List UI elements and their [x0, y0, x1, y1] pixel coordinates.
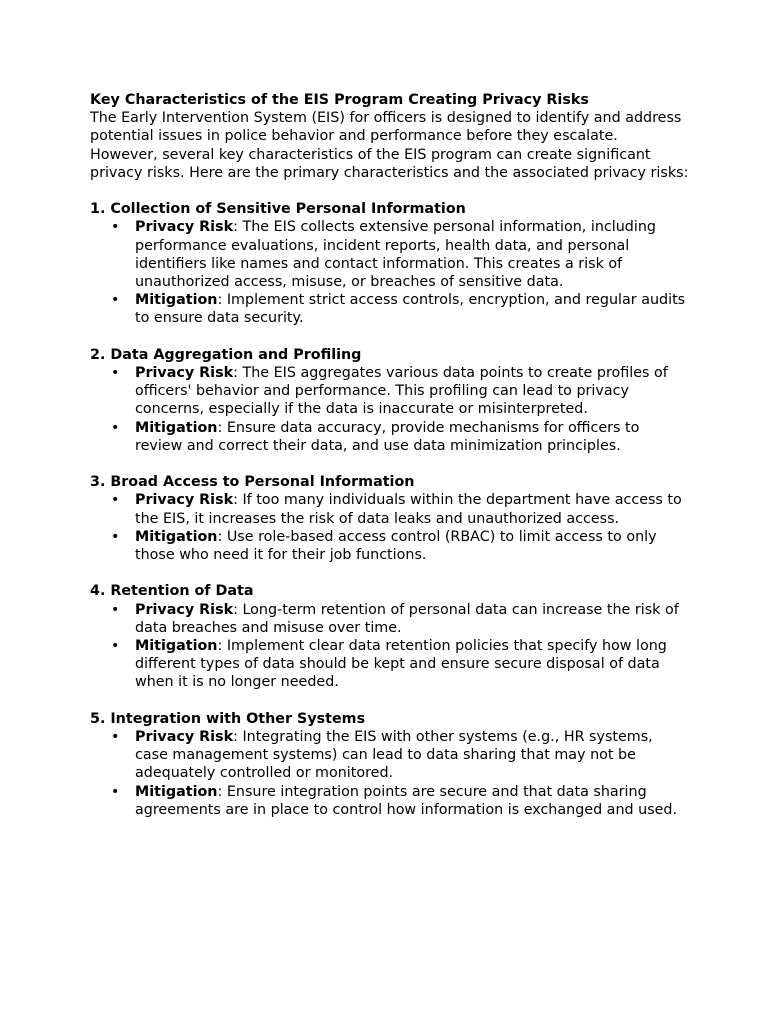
bullet-icon: • [111, 492, 120, 509]
bullet-list [90, 601, 690, 692]
item-term: Mitigation [135, 419, 218, 436]
section-heading: 4. Retention of Data [90, 583, 254, 600]
item-term: Privacy Risk [135, 729, 234, 746]
item-text: : The EIS collects extensive personal information, including performance evaluations, incident reports, health data, and personal identifiers like names and contact information. This creates a risk of unauthorized access, misuse, or breaches of sensitive data. [135, 219, 656, 291]
item-text: : Integrating the EIS with other systems (e.g., HR systems, case management systems) can lead to data sharing that may not be adequately controlled or monitored. [135, 729, 653, 782]
item-term: Mitigation [135, 292, 218, 309]
list-item [90, 364, 690, 419]
bullet-list [90, 728, 690, 819]
item-text: : Implement clear data retention policies that specify how long different types of data should be kept and ensure secure disposal of data when it is no longer needed. [135, 638, 667, 691]
list-item [90, 491, 690, 527]
section-integration [90, 710, 690, 819]
list-item [90, 783, 690, 819]
item-term: Privacy Risk [135, 219, 234, 236]
section-heading: 3. Broad Access to Personal Information [90, 474, 415, 491]
item-text: : Use role-based access control (RBAC) to limit access to only those who need it for their job functions. [135, 528, 657, 564]
bullet-icon: • [111, 601, 120, 618]
list-item [90, 218, 690, 291]
item-term: Privacy Risk [135, 365, 234, 382]
item-term: Mitigation [135, 638, 218, 655]
bullet-icon: • [111, 219, 120, 236]
document-title: Key Characteristics of the EIS Program Creating Privacy Risks [90, 92, 589, 108]
intro-paragraph: The Early Intervention System (EIS) for officers is designed to identify and address potential issues in police behavior and performance before they escalate. However, several key characteristics of the EIS program can create significant privacy risks. Here are the primary characteristics and the associated privacy risks: [90, 110, 689, 181]
item-term: Privacy Risk [135, 492, 234, 509]
item-text: : The EIS aggregates various data points to create profiles of officers' behavior and performance. This profiling can lead to privacy concerns, especially if the data is inaccurate or misinterpreted. [135, 365, 668, 418]
list-item [90, 601, 690, 637]
item-term: Mitigation [135, 528, 218, 545]
item-term: Mitigation [135, 783, 218, 800]
bullet-list [90, 364, 690, 455]
item-text: : Ensure integration points are secure and that data sharing agreements are in place to control how information is exchanged and used. [135, 783, 678, 818]
bullet-icon: • [111, 419, 120, 436]
list-item [90, 291, 690, 327]
bullet-icon: • [111, 292, 120, 309]
bullet-icon: • [111, 638, 120, 655]
bullet-list [90, 491, 690, 564]
item-text: : Ensure data accuracy, provide mechanisms for officers to review and correct their data, and use data minimization principles. [135, 419, 640, 454]
section-broad-access [90, 473, 690, 564]
list-item [90, 528, 690, 564]
bullet-list [90, 218, 690, 327]
section-heading: 5. Integration with Other Systems [90, 710, 366, 727]
section-heading: 1. Collection of Sensitive Personal Information [90, 201, 466, 218]
item-term: Privacy Risk [135, 601, 234, 618]
bullet-icon: • [111, 783, 120, 800]
bullet-icon: • [111, 729, 120, 746]
section-retention [90, 582, 690, 691]
list-item [90, 637, 690, 692]
bullet-icon: • [111, 365, 120, 382]
list-item [90, 419, 690, 455]
document-page [90, 91, 690, 819]
section-collection [90, 200, 690, 327]
section-heading: 2. Data Aggregation and Profiling [90, 346, 362, 363]
list-item [90, 728, 690, 783]
item-text: : Implement strict access controls, encryption, and regular audits to ensure data security. [135, 292, 686, 327]
bullet-icon: • [111, 528, 120, 545]
item-text: : If too many individuals within the department have access to the EIS, it increases the risk of data leaks and unauthorized access. [135, 492, 682, 527]
item-text: : Long-term retention of personal data can increase the risk of data breaches and misuse over time. [135, 601, 679, 636]
section-aggregation [90, 346, 690, 455]
